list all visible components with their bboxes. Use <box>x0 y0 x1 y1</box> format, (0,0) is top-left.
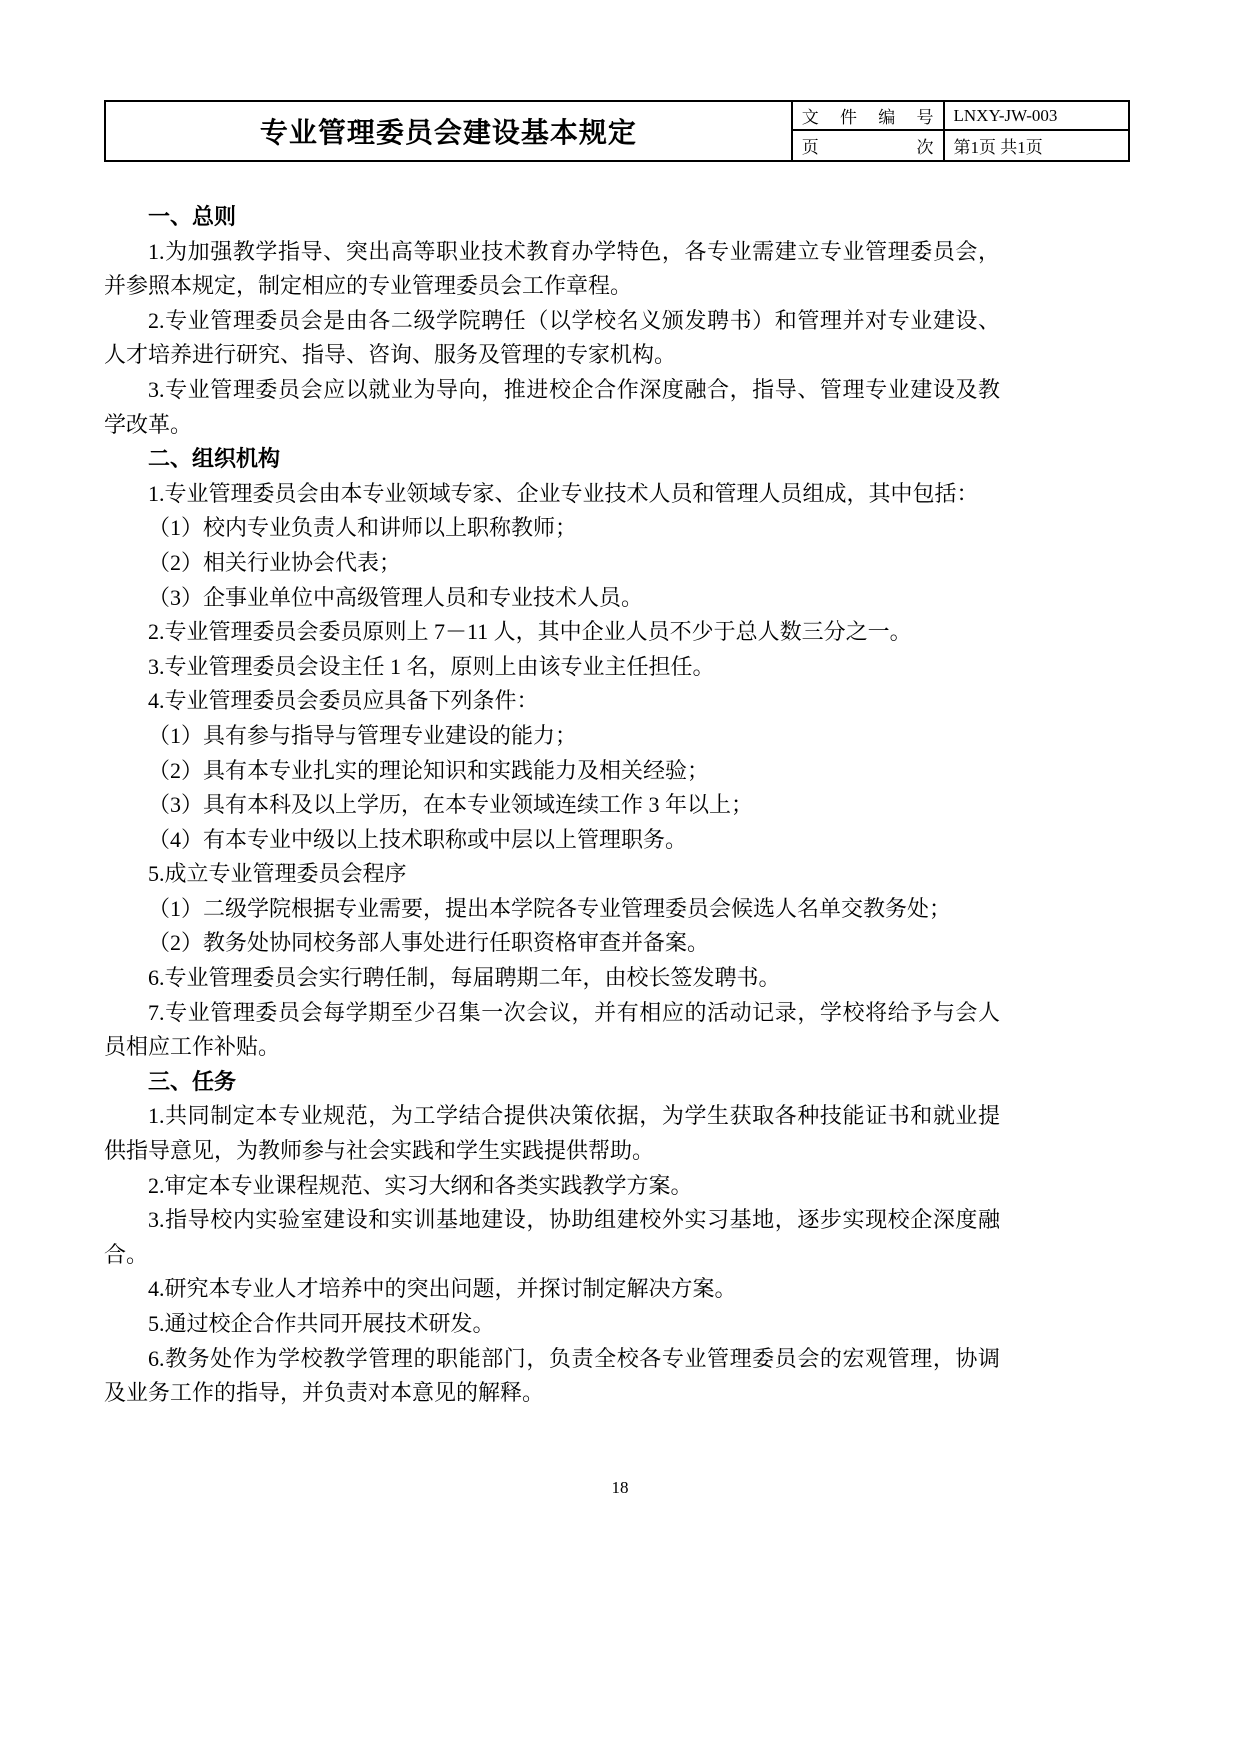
paragraph: 2.专业管理委员会是由各二级学院聘任（以学校名义颁发聘书）和管理并对专业建设、人才培养进行研究、指导、咨询、服务及管理的专家机构。 <box>104 307 1000 368</box>
paragraph: 5.成立专业管理委员会程序 <box>148 861 407 887</box>
paragraph: 1.专业管理委员会由本专业领域专家、企业专业技术人员和管理人员组成，其中包括： <box>148 480 979 506</box>
label-char: 编 <box>878 108 896 127</box>
doc-number-value: LNXY-JW-003 <box>943 102 1128 131</box>
header-meta-table <box>791 102 1128 160</box>
document-header <box>104 100 1130 162</box>
doc-number-label <box>791 102 943 131</box>
paragraph: 3.指导校内实验室建设和实训基地建设，协助组建校外实习基地，逐步实现校企深度融合。 <box>104 1207 1000 1267</box>
paragraph: （3）企事业单位中高级管理人员和专业技术人员。 <box>148 584 644 610</box>
paragraph: 6.专业管理委员会实行聘任制，每届聘期二年，由校长签发聘书。 <box>148 965 781 991</box>
paragraph: 3.专业管理委员会设主任 1 名，原则上由该专业主任担任。 <box>148 653 715 679</box>
page-field-value: 第1页 共1页 <box>943 131 1128 160</box>
paragraph: 2.专业管理委员会委员原则上 7－11 人，其中企业人员不少于总人数三分之一。 <box>148 619 912 645</box>
document-body <box>104 200 1000 1411</box>
paragraph: 7.专业管理委员会每学期至少召集一次会议，并有相应的活动记录，学校将给予与会人员相应工作补贴。 <box>104 999 1000 1060</box>
paragraph: （1）校内专业负责人和讲师以上职称教师； <box>148 515 578 541</box>
section-heading: 一、总则 <box>148 204 237 229</box>
document-title: 专业管理委员会建设基本规定 <box>259 117 637 148</box>
page-field-label <box>791 131 943 160</box>
paragraph: （2）教务处协同校务部人事处进行任职资格审查并备案。 <box>148 930 710 956</box>
paragraph: （4）有本专业中级以上技术职称或中层以上管理职务。 <box>148 826 688 852</box>
paragraph: （1）具有参与指导与管理专业建设的能力； <box>148 722 578 748</box>
paragraph: 1.为加强教学指导、突出高等职业技术教育办学特色，各专业需建立专业管理委员会，并参照本规定，制定相应的专业管理委员会工作章程。 <box>104 238 1000 299</box>
paragraph: 5.通过校企合作共同开展技术研发。 <box>148 1311 495 1336</box>
paragraph: 3.专业管理委员会应以就业为导向，推进校企合作深度融合，指导、管理专业建设及教学改革。 <box>104 376 1000 437</box>
paragraph: 4.研究本专业人才培养中的突出问题，并探讨制定解决方案。 <box>148 1276 737 1302</box>
paragraph: 1.共同制定本专业规范，为工学结合提供决策依据，为学生获取各种技能证书和就业提供指导意见，为教师参与社会实践和学生实践提供帮助。 <box>104 1103 1000 1164</box>
page-number: 18 <box>611 1478 629 1497</box>
label-char: 次 <box>916 138 934 157</box>
paragraph: （2）具有本专业扎实的理论知识和实践能力及相关经验； <box>148 757 710 783</box>
paragraph: （3）具有本科及以上学历，在本专业领域连续工作 3 年以上； <box>148 792 754 818</box>
paragraph: （1）二级学院根据专业需要，提出本学院各专业管理委员会候选人名单交教务处； <box>148 895 952 921</box>
paragraph: 6.教务处作为学校教学管理的职能部门，负责全校各专业管理委员会的宏观管理，协调及业务工作的指导，并负责对本意见的解释。 <box>104 1345 1000 1406</box>
label-char: 件 <box>839 108 857 127</box>
paragraph: （2）相关行业协会代表； <box>148 549 402 575</box>
label-char: 页 <box>801 138 819 157</box>
section-heading: 二、组织机构 <box>148 446 281 472</box>
label-char: 文 <box>801 108 819 127</box>
paragraph: 2.审定本专业课程规范、实习大纲和各类实践教学方案。 <box>148 1172 693 1198</box>
label-char: 号 <box>916 108 934 127</box>
section-heading: 三、任务 <box>148 1068 237 1094</box>
paragraph: 4.专业管理委员会委员应具备下列条件： <box>148 688 539 714</box>
